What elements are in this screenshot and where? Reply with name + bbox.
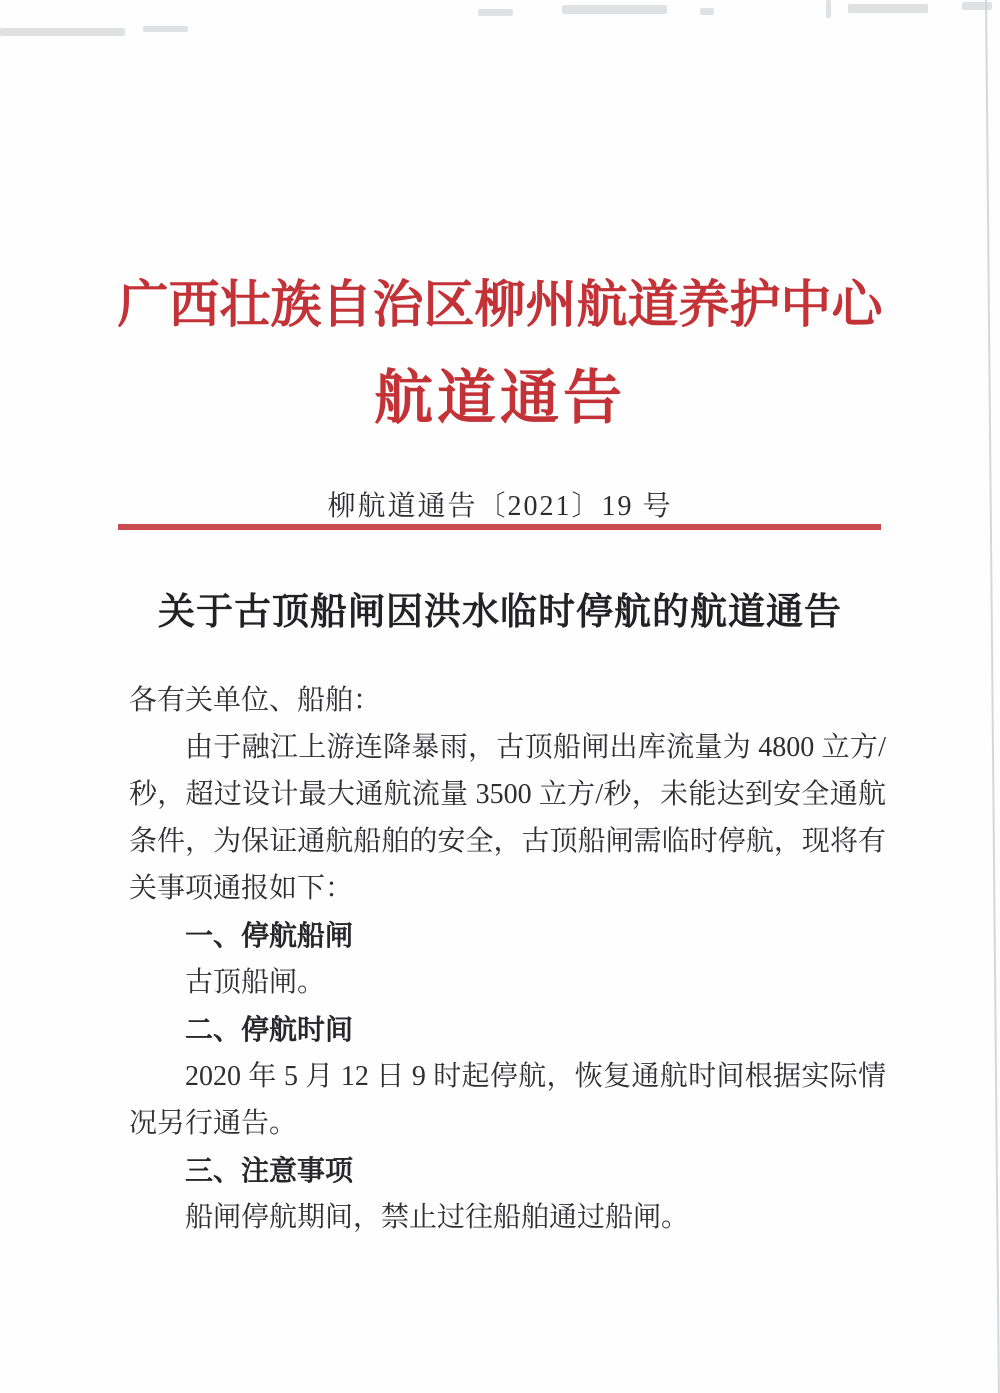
letterhead [0, 272, 1000, 435]
salutation: 各有关单位、船舶： [129, 685, 382, 716]
section-2-heading: 二、停航时间 [185, 1014, 354, 1045]
document-number: 柳航道通告〔2021〕19 号 [327, 491, 673, 522]
scan-smudge [143, 26, 188, 32]
intro-paragraph: 由于融江上游连降暴雨，古顶船闸出库流量为 4800 立方/秒，超过设计最大通航流量 3500 立方/秒，未能达到安全通航条件，为保证通航船舶的安全，古顶船闸需临时停航，现将有关事项通报如下： [129, 732, 886, 904]
document-type-title: 航道通告 [373, 365, 626, 431]
notice-body [129, 677, 886, 1241]
section-3-heading: 三、注意事项 [185, 1155, 354, 1186]
scan-smudge [848, 4, 928, 13]
notice-subject-title: 关于古顶船闸因洪水临时停航的航道通告 [158, 592, 842, 633]
scan-smudge [962, 2, 992, 10]
section-3-content: 船闸停航期间，禁止过往船舶通过船闸。 [185, 1202, 690, 1233]
scan-smudge [700, 8, 714, 15]
scan-smudge [478, 9, 513, 16]
red-divider-rule [118, 524, 881, 530]
section-1-heading: 一、停航船闸 [185, 920, 354, 951]
scan-smudge [0, 28, 125, 36]
scan-paper-edge [985, 0, 1000, 1393]
section-1-content: 古顶船闸。 [185, 967, 326, 998]
section-2-content: 2020 年 5 月 12 日 9 时起停航，恢复通航时间根据实际情况另行通告。 [129, 1061, 886, 1139]
scan-smudge [826, 0, 831, 18]
organization-title: 广西壮族自治区柳州航道养护中心 [117, 278, 883, 334]
scan-smudge [562, 5, 667, 14]
